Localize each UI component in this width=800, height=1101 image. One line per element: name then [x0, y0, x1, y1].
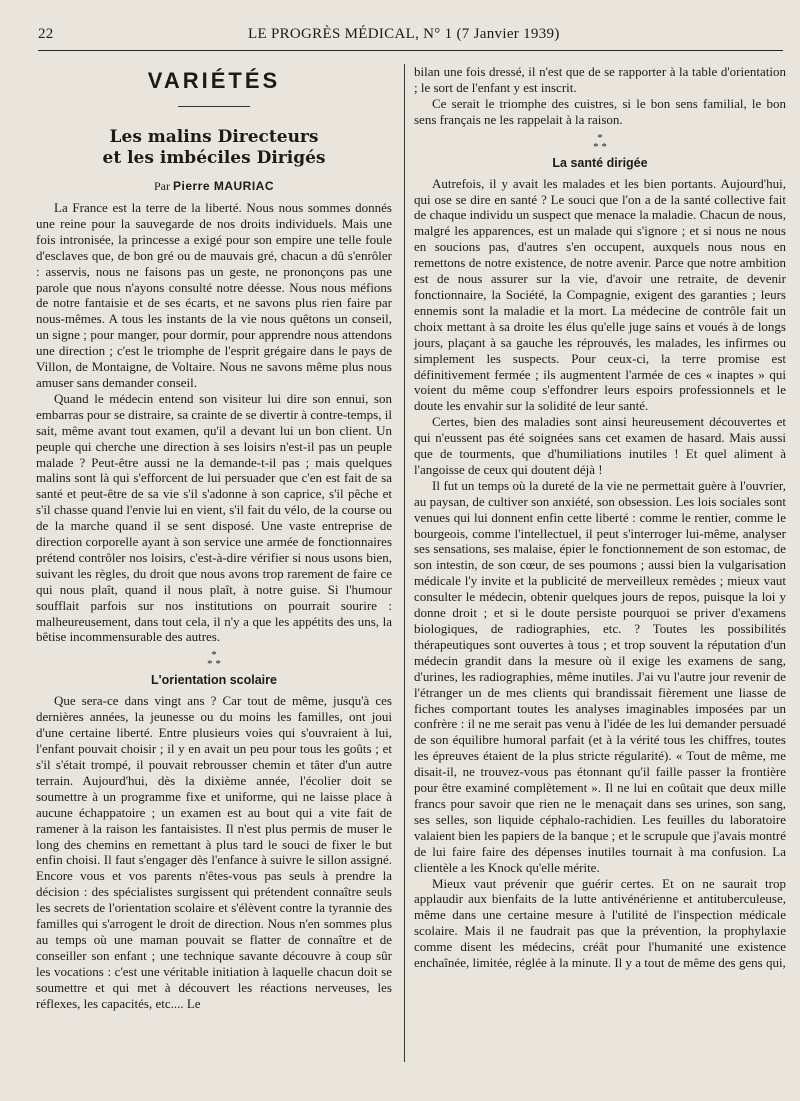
- paragraph: Autrefois, il y avait les malades et les bien portants. Aujourd'hui, qui ose se dire en santé ? Le souci que l'on a de la santé collective fait de chaque individu un suspect que menace la maladie. Chacun de nous, malgré les apparences, est un malade qui s'ignore ; et si nous ne nous en soucions pas, d'autres s'en occupent, auxquels nous nous en remettons de notre existence, de notre avenir. Parce que notre ambition est de nous assurer sur la vie, d'avoir une retraite, de devenir fonctionnaire, la Société, la Compagnie, exigent des garanties ; leurs ennemis sont la maladie et la mort. La médecine de contrôle fait un choix mettant à sa droite les élus qu'elle juge sains et voués à de longs jours, plaçant à sa gauche les réprouvés, les malades, les infirmes ou simplement les suspects. Pour ceux-ci, la terre promise est définitivement fermée ; ils augmentent l'armée de ces « inaptes » qui voient du même coup s'effondrer leurs espoirs professionnels et le doute les envahir sur la solidité de leur santé.: [414, 175, 786, 414]
- left-column: [36, 64, 392, 1012]
- section-separator: [414, 131, 786, 153]
- paragraph: La France est la terre de la liberté. Nous nous sommes donnés une reine pour la sauvegarde de nos droits individuels. Mais une fois intronisée, la princesse a exigé pour son empire une telle foule d'esclaves que, de bon gré ou de mauvais gré, chacun a dû s'enrôler : asservis, nous ne faisons pas un geste, ne prononçons pas une parole que nous n'ayons consulté notre déesse. Nous nous méfions de notre fantaisie et de ses écarts, et ne savons plus rien faire par nous-mêmes. A tous les instants de la vie nous quêtons un conseil, un signe ; pour manger, pour dormir, pour apprendre nous attendons une direction ; c'est le triomphe de l'esprit grégaire dans le pays de Villon, de Montaigne, de Voltaire. Nous ne savons même plus nous amuser sans demander conseil.: [36, 200, 392, 390]
- article-title-line-2: et les imbéciles Dirigés: [102, 148, 326, 168]
- subsection-heading: L'orientation scolaire: [151, 673, 277, 688]
- paragraph: Il fut un temps où la dureté de la vie ne permettait guère à l'ouvrier, au paysan, de cultiver son anxiété, son obsession. Les lois sociales sont venues qui lui donnent enfin cette liberté : comme le rentier, comme le bourgeois, comme l'intellectuel, il peut s'interroger lui-même, analyser ses sensations, ses malaise, épier le fonctionnement de son estomac, de son intestin, de son cœur, de ses poumons ; aussi bien la vulgarisation médicale l'y invite et la publicité de merveilleux remèdes ; mieux vaut consulter le médecin, obtenir quelques jours de repos, puisque la loi y donne droit ; et si le doute persiste pourquoi se priver d'examens biologiques, de radiographies, etc. ? Toutes les possibilités thérapeutiques sont ouvertes à tous ; et trop souvent la réputation d'un médecin grandit dans la mesure où il exige les examens de sang, d'urines, les radiographies, même inutiles. J'ai vu l'autre jour revenir de l'étranger un de mes clients qui brandissait fièrement une liasse de fiches comportant toutes les analyses imaginables imposées par un confrère : il ne me serait pas venu à l'idée de les lui demander persuadé de son équilibre humoral parfait (et à la vérité tous les chiffres, toutes les épreuves étaient de la plus stricte régularité). « Tout de même, me disait-il, ne trouvez-vous pas étonnant qu'il faille passer la frontière pour être examiné complètement ». Il ne lui en coûtait que deux mille francs pour savoir que rien ne le menaçait dans ses urines, son sang, ses selles, son liquide céphalo-rachidien. Les feuilles du laboratoire valaient bien les papiers de la banque ; et le scrupule que j'avais montré de lui faire faire des dépenses inutiles tournait à ma confusion. La clientèle a les Knock qu'elle mérite.: [414, 477, 786, 875]
- title-divider: [178, 106, 250, 107]
- article-title: [36, 127, 392, 169]
- section-title: VARIÉTÉS: [147, 68, 281, 93]
- paragraph: Que sera-ce dans vingt ans ? Car tout de même, jusqu'à ces dernières années, la jeunesse ou du moins les familles, ont joui d'une certaine liberté. Entre plusieurs voies qui s'ouvraient à lui, l'enfant pouvait choisir ; il y en avait un peu pour tous les goûts ; et s'il s'était trompé, il pouvait rebrousser chemin et tâter d'un autre terrain. Aujourd'hui, dès la dixième année, l'écolier doit se soumettre à un programme fixe et uniforme, qui ne laisse place à aucune échappatoire ; un examen est au bout qui a vite fait de ramener à la raison les fantaisistes. Il n'est plus permis de muser le long des chemins en remettant à plus tard le souci de fixer le but enfin choisi. Il faut s'engager dès l'enfance à suivre le sillon assigné. Encore vous et vos parents n'êtes-vous pas seuls à prendre la décision : des spécialistes surgissent qui prétendent connaître seuls les secrets de l'orientation scolaire et s'élèvent contre la tyrannie des familles qui s'arrogent le droit de direction. Nous n'en sommes plus au temps où une maman pouvait se flatter de connaître et de conseiller son enfant ; une technique savante découvre à coup sûr les vocations : c'est une véritable initiation à laquelle chacun doit se soumettre et qui met à découvert les réactions nerveuses, les réflexes, les capacités, etc.... Le: [36, 693, 392, 1011]
- paragraph: Ce serait le triomphe des cuistres, si le bon sens familial, le bon sens français ne les rappelait à la raison.: [414, 95, 786, 127]
- right-column: [414, 64, 786, 971]
- subsection-heading: La santé dirigée: [552, 155, 648, 170]
- running-header: [38, 26, 782, 48]
- asterism: * * *: [207, 649, 221, 671]
- byline: [36, 179, 392, 194]
- asterism: * * *: [593, 131, 607, 153]
- paragraph: Certes, bien des maladies sont ainsi heureusement découvertes et qui n'eussent pas été soignées sans cet examen de hasard. Mais aussi que de tourments, que d'humiliations inutiles ! Et quel aliment à l'angoisse de ceux qui doutent déjà !: [414, 414, 786, 477]
- section-separator: [36, 651, 392, 669]
- paragraph: Mieux vaut prévenir que guérir certes. Et on ne saurait trop applaudir aux bienfaits de la lutte antivénérienne et antituberculeuse, même dans une certaine mesure à l'utilité de l'inspection médicale scolaire. Mais il ne faudrait pas que la prévention, la prophylaxie comme disent les médecins, créât pour l'humanité une existence enchaînée, limitée, réglée à la minute. Il y a tout de même des gens qui,: [414, 875, 786, 971]
- header-rule: [38, 50, 783, 51]
- paragraph: Quand le médecin entend son visiteur lui dire son ennui, son embarras pour se distraire, sa crainte de se divertir à contre-temps, il sait, même avant tout examen, qu'il a devant lui un bon client. Un peuple qui cherche une direction à ses loisirs n'est-il pas un peuple malade ? Peut-être aussi ne la demande-t-il pas ; mais quelques malins sont là qui s'efforcent de lui persuader que c'en est fait de sa santé et peut-être de sa vie s'il s'adonne à son caprice, s'il pêche et s'il chasse quand l'envie lui en vient, s'il fait du vélo, de la course ou de la marche quand il se sent disposé. Une vaste entreprise de direction corporelle ayant à son service une armée de fonctionnaires prétend contrôler nos loisirs, c'est-à-dire vérifier si nous usons bien, suivant les règles, du droit que nous avons trop rarement de faire ce qui nous plaît, quand il nous plaît, à notre guise. Si l'humour soufflait parfois sur nos institutions on pourrait sourire : malheureusement, dans tout cela, il n'y a que les appétits des uns, la bêtise incommensurable des autres.: [36, 390, 392, 645]
- article-title-line-1: Les malins Directeurs: [109, 127, 319, 147]
- author-name: Pierre MAURIAC: [172, 179, 275, 193]
- column-divider: [404, 64, 405, 1062]
- running-title: LE PROGRÈS MÉDICAL, N° 1 (7 Janvier 1939): [248, 26, 560, 42]
- byline-prefix: Par: [153, 179, 170, 193]
- page-number: 22: [38, 26, 54, 42]
- paragraph-continued: bilan une fois dressé, il n'est que de se rapporter à la table d'orientation ; le sort de l'enfant y est inscrit.: [414, 64, 786, 95]
